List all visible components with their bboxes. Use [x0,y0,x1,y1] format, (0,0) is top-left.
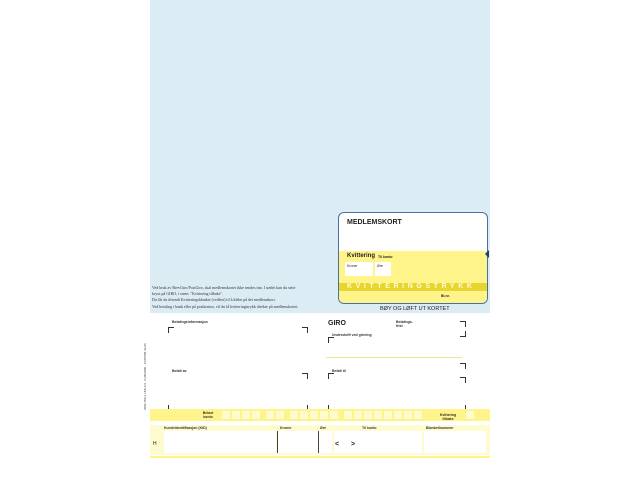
account-cell[interactable] [300,411,308,419]
blankettnummer-field [424,431,486,453]
betalingsfrist-label: Betalings-frist [396,320,413,328]
corner-mark [460,363,466,369]
account-cell[interactable] [414,411,422,419]
divider [277,431,278,453]
corner-mark [460,377,466,383]
arrow-marks: < > [335,441,361,448]
account-cell[interactable] [404,411,412,419]
kroner-input[interactable] [278,431,318,453]
vertical-code [143,330,149,430]
giro-form [150,313,490,456]
account-cell[interactable] [364,411,372,419]
account-cell[interactable] [354,411,362,419]
account-cell[interactable] [374,411,382,419]
card-notch-icon [485,250,489,258]
account-cell[interactable] [290,411,298,419]
belast-konto-label: Belast konto [202,411,214,419]
account-cell[interactable] [222,411,230,419]
kroner-label: Kroner [347,264,358,268]
ore-input[interactable] [319,431,332,453]
corner-mark [460,321,466,327]
account-cell[interactable] [266,411,274,419]
signature-line [326,357,462,359]
kvittering-tilbake-checkbox[interactable] [466,411,474,419]
account-cells[interactable] [222,411,422,419]
account-cell[interactable] [394,411,402,419]
bend-instruction: BØY OG LØFT UT KORTET [380,306,450,312]
giro-title: GIRO [328,320,346,327]
betalingsinformasjon-label: Betalingsinformasjon [172,320,208,324]
account-cell[interactable] [276,411,284,419]
blnr-label: Bl.nr. [441,294,450,298]
instructions-text [152,285,338,310]
vertical-code-text: 2002 150-1 / 8/0-1/1 · 0,05/1000 · CA/07/96 32-06 [143,343,147,410]
stripe-text: KVITTERINGSTRYKK [347,283,476,290]
corner-mark [460,331,466,337]
corner-mark [302,327,308,333]
account-cell[interactable] [310,411,318,419]
corner-mark [328,337,334,343]
til-konto-field-label: Til konto [362,426,377,430]
kroner-field-label: Kroner [280,426,292,430]
account-cell[interactable] [252,411,260,419]
betalt-av-label: Betalt av [172,369,187,373]
instruction-line: kryss på GIRO, i ruten: "Kvittering tilbake". [152,291,224,296]
kid-input[interactable] [164,431,276,453]
kvittering-label: Kvittering [347,253,376,259]
account-cell[interactable] [320,411,328,419]
corner-mark [302,373,308,379]
instruction-line: Du får da tilsendt Kvitteringsblanket (vedlert) til å klebe på det medlemskort. [152,297,276,302]
underskrift-label: Underskrift ved girering [332,333,372,337]
account-cell[interactable] [242,411,250,419]
giro-form-sheet [143,0,490,480]
account-cell[interactable] [344,411,352,419]
account-cell[interactable] [384,411,392,419]
betalt-til-label: Betalt til [332,369,346,373]
card-title: MEDLEMSKORT [347,219,402,226]
blankettnummer-label: Blankettnummer [426,426,454,430]
corner-mark [168,327,174,333]
til-konto-label: Til konto [378,255,393,259]
corner-mark [328,373,334,379]
account-cell[interactable] [232,411,240,419]
ore-label: Øre [377,264,383,268]
kid-label: Kundeidentifikasjon (KID) [164,426,207,430]
membership-card[interactable] [338,212,488,304]
kvittering-tilbake-label: Kvittering tilbake [439,413,457,421]
instruction-line: Ved betaling i bank eller på postkontor, vil du få kvitteringstrykk direkte på medlemskortet. [152,304,299,309]
instruction-line: Ved bruk av BrevGiro/PostGiro, skal medlemskortet ikke sendes inn. I stedet kan du sette [152,285,296,290]
account-cell[interactable] [330,411,338,419]
divider [318,431,319,453]
bottom-strip [150,456,490,458]
ore-field-label: Øre [320,426,327,430]
h-mark: H [153,441,157,447]
